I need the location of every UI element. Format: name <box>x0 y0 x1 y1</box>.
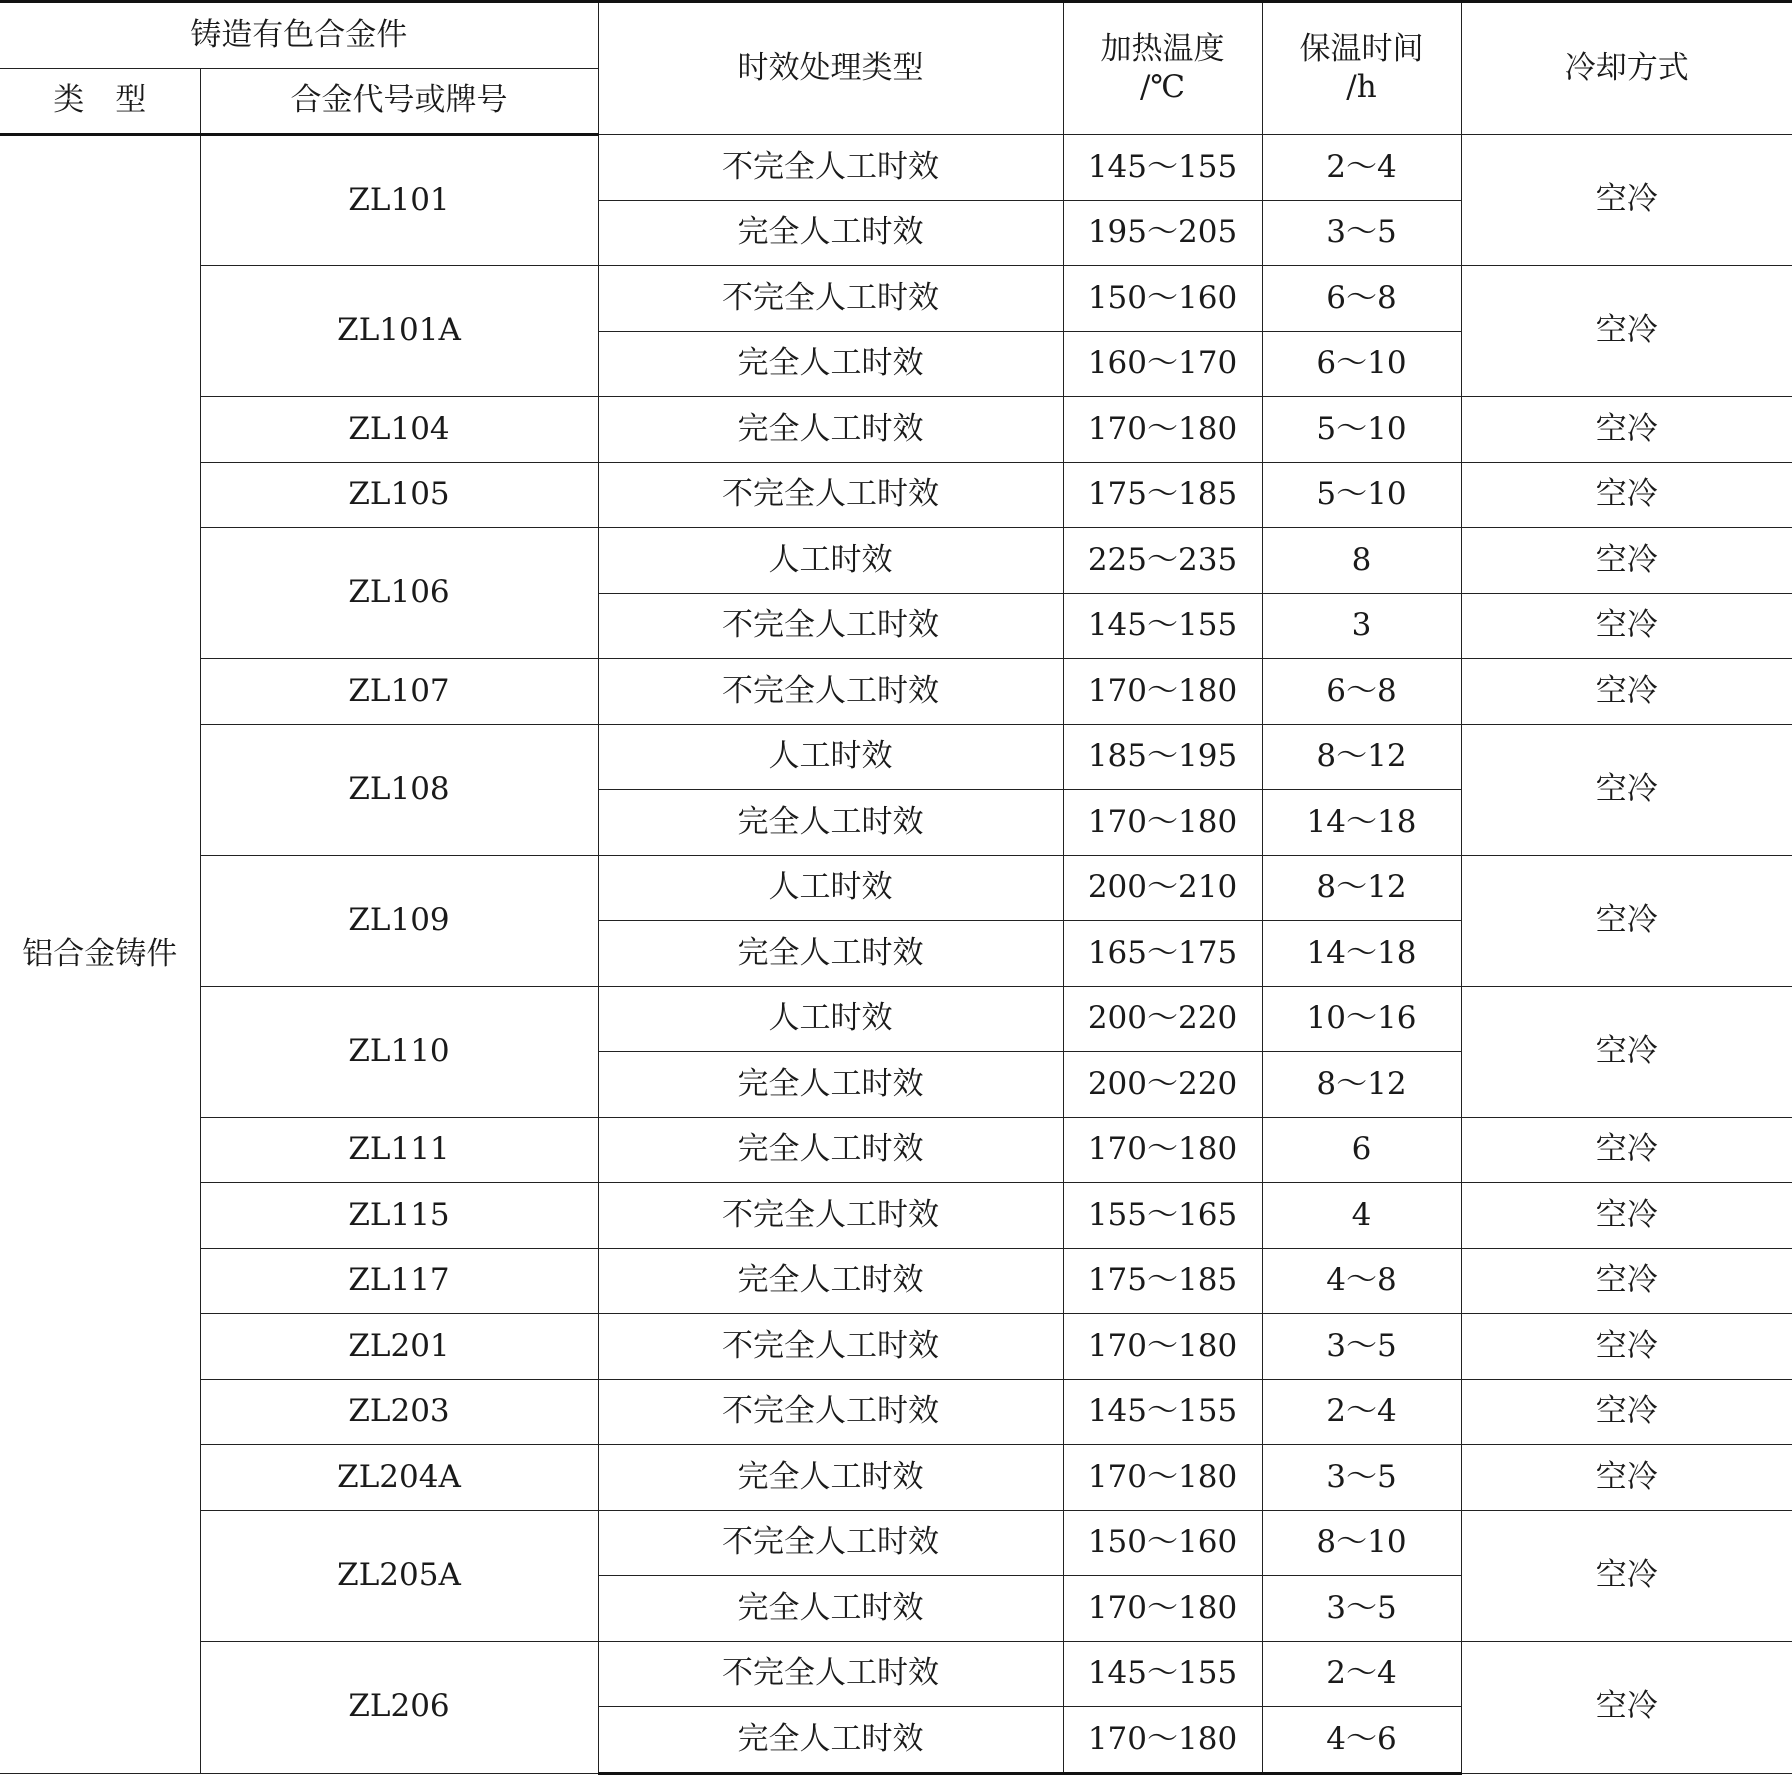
hold-time-cell: 5～10 <box>1262 462 1461 528</box>
alloy-cell: ZL203 <box>200 1379 598 1445</box>
hold-time-cell: 2～4 <box>1262 135 1461 201</box>
table-row <box>0 1248 1792 1314</box>
header-temperature-label: 加热温度 <box>1100 31 1225 68</box>
temperature-cell: 160～170 <box>1063 331 1262 397</box>
hold-time-cell: 14～18 <box>1262 921 1461 987</box>
aging-type-cell: 不完全人工时效 <box>598 1183 1063 1249</box>
temperature-cell: 155～165 <box>1063 1183 1262 1249</box>
temperature-cell: 145～155 <box>1063 1641 1262 1707</box>
hold-time-cell: 4～8 <box>1262 1248 1461 1314</box>
alloy-cell: ZL109 <box>200 855 598 986</box>
header-hold-time-label: 保温时间 <box>1299 31 1424 68</box>
alloy-cell: ZL115 <box>200 1183 598 1249</box>
table-row <box>0 986 1792 1052</box>
cooling-cell: 空冷 <box>1461 1510 1792 1641</box>
alloy-cell: ZL107 <box>200 659 598 725</box>
temperature-cell: 195～205 <box>1063 200 1262 266</box>
alloy-cell: ZL117 <box>200 1248 598 1314</box>
cooling-cell: 空冷 <box>1461 1379 1792 1445</box>
hold-time-cell: 8～10 <box>1262 1510 1461 1576</box>
hold-time-cell: 2～4 <box>1262 1379 1461 1445</box>
cooling-cell: 空冷 <box>1461 1183 1792 1249</box>
alloy-cell: ZL106 <box>200 528 598 659</box>
alloy-cell: ZL110 <box>200 986 598 1117</box>
cooling-cell: 空冷 <box>1461 659 1792 725</box>
alloy-cell: ZL104 <box>200 397 598 463</box>
alloy-cell: ZL111 <box>200 1117 598 1183</box>
table-row <box>0 1117 1792 1183</box>
hold-time-cell: 4 <box>1262 1183 1461 1249</box>
aging-type-cell: 完全人工时效 <box>598 1248 1063 1314</box>
cooling-cell: 空冷 <box>1461 1314 1792 1380</box>
header-type: 类 型 <box>0 68 200 135</box>
cooling-cell: 空冷 <box>1461 1445 1792 1511</box>
header-cooling: 冷却方式 <box>1461 2 1792 135</box>
aging-type-cell: 完全人工时效 <box>598 1117 1063 1183</box>
temperature-cell: 200～210 <box>1063 855 1262 921</box>
aging-type-cell: 完全人工时效 <box>598 1576 1063 1642</box>
aging-type-cell: 完全人工时效 <box>598 331 1063 397</box>
alloy-cell: ZL108 <box>200 724 598 855</box>
aging-type-cell: 不完全人工时效 <box>598 659 1063 725</box>
table-row <box>0 724 1792 790</box>
aging-type-cell: 完全人工时效 <box>598 200 1063 266</box>
table-row <box>0 1510 1792 1576</box>
table-row <box>0 266 1792 332</box>
hold-time-cell: 6～10 <box>1262 331 1461 397</box>
alloy-cell: ZL101A <box>200 266 598 397</box>
temperature-cell: 145～155 <box>1063 593 1262 659</box>
cooling-cell: 空冷 <box>1461 986 1792 1117</box>
aging-type-cell: 完全人工时效 <box>598 790 1063 856</box>
table-row <box>0 1445 1792 1511</box>
hold-time-cell: 3 <box>1262 593 1461 659</box>
hold-time-cell: 2～4 <box>1262 1641 1461 1707</box>
temperature-cell: 170～180 <box>1063 1707 1262 1774</box>
aging-type-cell: 不完全人工时效 <box>598 135 1063 201</box>
temperature-cell: 200～220 <box>1063 986 1262 1052</box>
header-aging-type: 时效处理类型 <box>598 2 1063 135</box>
hold-time-cell: 8～12 <box>1262 724 1461 790</box>
temperature-cell: 200～220 <box>1063 1052 1262 1118</box>
aging-type-cell: 完全人工时效 <box>598 397 1063 463</box>
alloy-cell: ZL201 <box>200 1314 598 1380</box>
aging-type-cell: 完全人工时效 <box>598 1707 1063 1774</box>
aging-type-cell: 不完全人工时效 <box>598 593 1063 659</box>
hold-time-cell: 3～5 <box>1262 1314 1461 1380</box>
hold-time-cell: 5～10 <box>1262 397 1461 463</box>
hold-time-cell: 6～8 <box>1262 659 1461 725</box>
table-row <box>0 1379 1792 1445</box>
hold-time-cell: 8 <box>1262 528 1461 594</box>
cooling-cell: 空冷 <box>1461 397 1792 463</box>
hold-time-cell: 6～8 <box>1262 266 1461 332</box>
table-row <box>0 462 1792 528</box>
temperature-cell: 170～180 <box>1063 659 1262 725</box>
table-row <box>0 1183 1792 1249</box>
cooling-cell: 空冷 <box>1461 1117 1792 1183</box>
alloy-cell: ZL105 <box>200 462 598 528</box>
temperature-cell: 185～195 <box>1063 724 1262 790</box>
temperature-cell: 170～180 <box>1063 1314 1262 1380</box>
hold-time-cell: 4～6 <box>1262 1707 1461 1774</box>
aging-type-cell: 人工时效 <box>598 528 1063 594</box>
cooling-cell: 空冷 <box>1461 462 1792 528</box>
aging-type-cell: 不完全人工时效 <box>598 266 1063 332</box>
aging-type-cell: 完全人工时效 <box>598 1052 1063 1118</box>
temperature-cell: 170～180 <box>1063 397 1262 463</box>
alloy-cell: ZL206 <box>200 1641 598 1773</box>
aging-type-cell: 完全人工时效 <box>598 1445 1063 1511</box>
cooling-cell: 空冷 <box>1461 855 1792 986</box>
temperature-cell: 225～235 <box>1063 528 1262 594</box>
aging-type-cell: 完全人工时效 <box>598 921 1063 987</box>
header-hold-time <box>1262 2 1461 135</box>
temperature-cell: 145～155 <box>1063 135 1262 201</box>
hold-time-cell: 8～12 <box>1262 855 1461 921</box>
table-row <box>0 397 1792 463</box>
table-row <box>0 1314 1792 1380</box>
header-temperature <box>1063 2 1262 135</box>
aging-type-cell: 不完全人工时效 <box>598 1314 1063 1380</box>
table-row <box>0 1641 1792 1707</box>
cooling-cell: 空冷 <box>1461 1248 1792 1314</box>
cooling-cell: 空冷 <box>1461 135 1792 266</box>
header-alloy: 合金代号或牌号 <box>200 68 598 135</box>
temperature-cell: 170～180 <box>1063 1445 1262 1511</box>
aging-type-cell: 不完全人工时效 <box>598 1379 1063 1445</box>
temperature-cell: 165～175 <box>1063 921 1262 987</box>
header-group: 铸造有色合金件 <box>0 2 598 69</box>
temperature-cell: 170～180 <box>1063 1117 1262 1183</box>
cooling-cell: 空冷 <box>1461 528 1792 594</box>
cooling-cell: 空冷 <box>1461 593 1792 659</box>
temperature-cell: 170～180 <box>1063 790 1262 856</box>
hold-time-cell: 3～5 <box>1262 1576 1461 1642</box>
aging-type-cell: 不完全人工时效 <box>598 462 1063 528</box>
table-row <box>0 855 1792 921</box>
table-row <box>0 528 1792 594</box>
alloy-cell: ZL205A <box>200 1510 598 1641</box>
alloy-cell: ZL204A <box>200 1445 598 1511</box>
temperature-cell: 175～185 <box>1063 462 1262 528</box>
temperature-cell: 170～180 <box>1063 1576 1262 1642</box>
cooling-cell: 空冷 <box>1461 1641 1792 1773</box>
hold-time-cell: 6 <box>1262 1117 1461 1183</box>
category-cell: 铝合金铸件 <box>0 135 200 1774</box>
temperature-cell: 150～160 <box>1063 266 1262 332</box>
table-body <box>0 135 1792 1774</box>
aging-type-cell: 人工时效 <box>598 986 1063 1052</box>
cooling-cell: 空冷 <box>1461 266 1792 397</box>
temperature-cell: 175～185 <box>1063 1248 1262 1314</box>
hold-time-cell: 3～5 <box>1262 200 1461 266</box>
temperature-cell: 150～160 <box>1063 1510 1262 1576</box>
alloy-cell: ZL101 <box>200 135 598 266</box>
aging-type-cell: 人工时效 <box>598 724 1063 790</box>
hold-time-cell: 8～12 <box>1262 1052 1461 1118</box>
hold-time-cell: 14～18 <box>1262 790 1461 856</box>
header-hold-time-unit: /h <box>1346 68 1377 105</box>
header-temperature-unit: /℃ <box>1139 68 1186 105</box>
hold-time-cell: 10～16 <box>1262 986 1461 1052</box>
aging-type-cell: 人工时效 <box>598 855 1063 921</box>
temperature-cell: 145～155 <box>1063 1379 1262 1445</box>
hold-time-cell: 3～5 <box>1262 1445 1461 1511</box>
table-row <box>0 659 1792 725</box>
aging-type-cell: 不完全人工时效 <box>598 1510 1063 1576</box>
table-row <box>0 135 1792 201</box>
aging-type-cell: 不完全人工时效 <box>598 1641 1063 1707</box>
cooling-cell: 空冷 <box>1461 724 1792 855</box>
